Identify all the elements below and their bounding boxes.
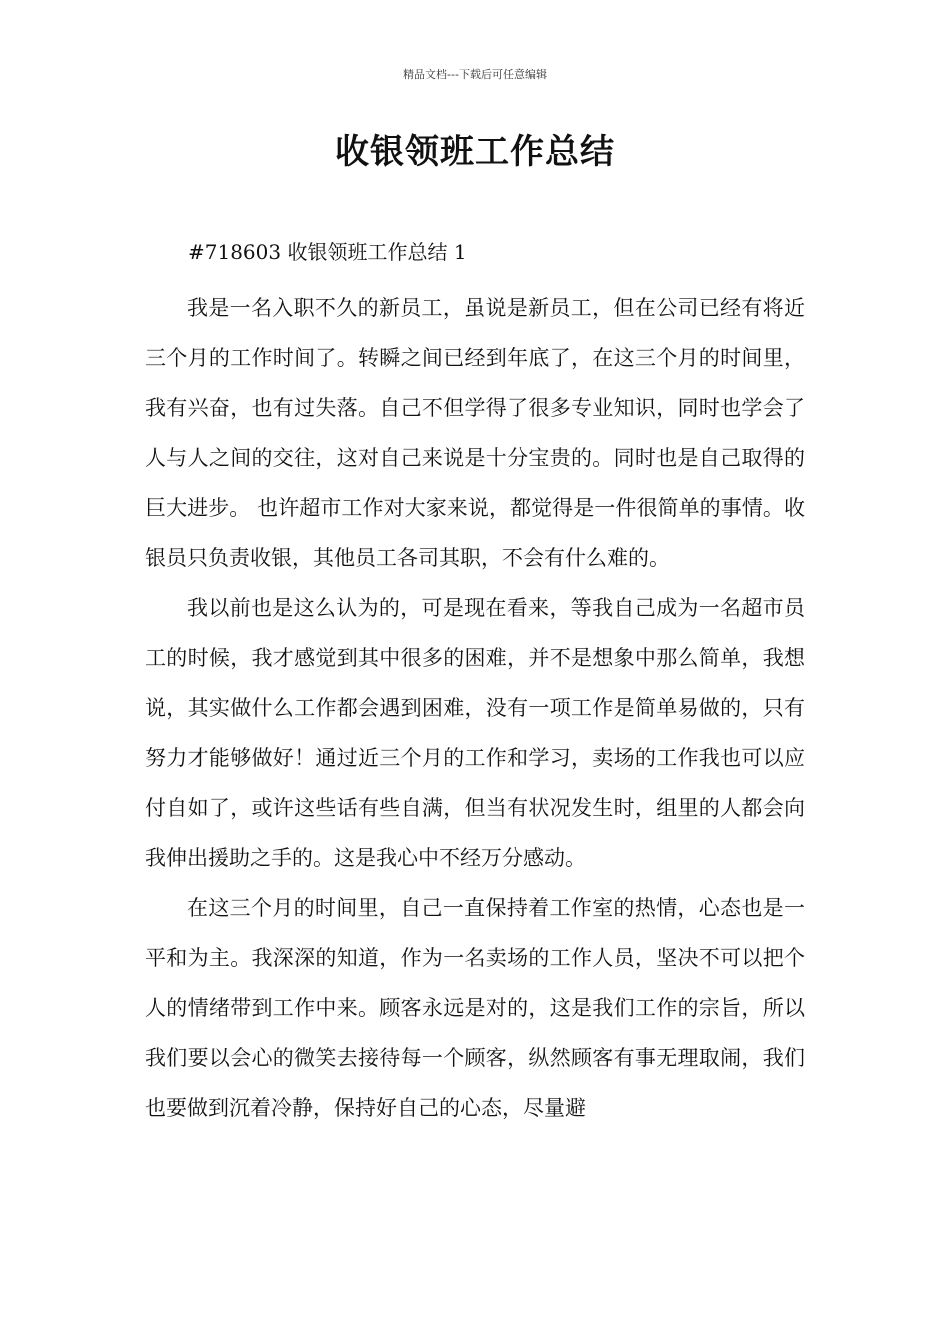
paragraph-1: 我是一名入职不久的新员工，虽说是新员工，但在公司已经有将近三个月的工作时间了。转瞬之间已经到年底了，在这三个月的时间里，我有兴奋，也有过失落。自己不但学得了很多专业知识，同时也学会了人与人之间的交往，这对自己来说是十分宝贵的。同时也是自己取得的巨大进步。 也许超市工作对大家来说，都觉得是一件很简单的事情。收银员只负责收银，其他员工各司其职，不会有什么难的。 (145, 296, 805, 570)
header-note: 精品文档---下载后可任意编辑 (403, 68, 547, 81)
body-text (145, 283, 805, 1133)
paragraph-3: 在这三个月的时间里，自己一直保持着工作室的热情，心态也是一平和为主。我深深的知道，作为一名卖场的工作人员，坚决不可以把个人的情绪带到工作中来。顾客永远是对的，这是我们工作的宗旨，所以我们要以会心的微笑去接待每一个顾客，纵然顾客有事无理取闹，我们也要做到沉着冷静，保持好自己的心态，尽量避 (145, 896, 805, 1120)
section-heading: #718603 收银领班工作总结 1 (188, 240, 467, 264)
document-title: 收银领班工作总结 (335, 132, 615, 172)
paragraph-2: 我以前也是这么认为的，可是现在看来，等我自己成为一名超市员工的时候，我才感觉到其中很多的困难，并不是想象中那么简单，我想说，其实做什么工作都会遇到困难，没有一项工作是简单易做的，只有努力才能够做好！通过近三个月的工作和学习，卖场的工作我也可以应付自如了，或许这些话有些自满，但当有状况发生时，组里的人都会向我伸出援助之手的。这是我心中不经万分感动。 (145, 596, 805, 870)
